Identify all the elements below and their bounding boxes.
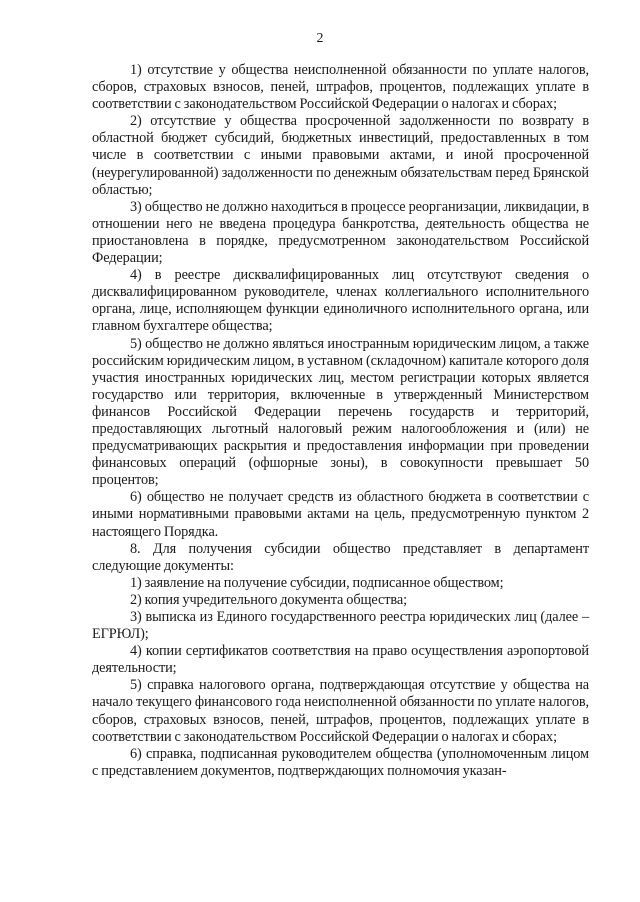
- condition-4-paragraph: 4) в реестре дисквалифицированных лиц отсутствуют сведения о дисквалифицированном руководителе, членах коллегиального исполнительного органа, лице, исполняющем функции единоличного исполнительного органа, или главном бухгалтере общества;: [92, 267, 589, 335]
- document-item-4: 4) копии сертификатов соответствия на право осуществления аэропортовой деятельности;: [92, 643, 589, 677]
- document-item-3: 3) выписка из Единого государственного реестра юридических лиц (далее – ЕГРЮЛ);: [92, 609, 589, 643]
- section-8-paragraph: 8. Для получения субсидии общество представляет в департамент следующие документы:: [92, 540, 589, 574]
- document-item-6: 6) справка, подписанная руководителем общества (уполномоченным лицом с представлением документов, подтверждающих полномочия указан-: [92, 745, 589, 779]
- document-item-5: 5) справка налогового органа, подтверждающая отсутствие у общества на начало текущего финансового года неисполненной обязанности по уплате налогов, сборов, страховых взносов, пеней, штрафов, процентов, подлежащих уплате в соответствии с законодательством Российской Федерации о налогах и сборах;: [92, 677, 589, 745]
- document-body: [92, 62, 589, 780]
- condition-2-paragraph: 2) отсутствие у общества просроченной задолженности по возврату в областной бюджет субсидий, бюджетных инвестиций, предоставленных в том числе в соответствии с иными правовыми актами, и иной просроченной (неурегулированной) задолженности по денежным обязательствам перед Брянской областью;: [92, 113, 589, 198]
- condition-6-paragraph: 6) общество не получает средств из областного бюджета в соответствии с иными нормативными правовыми актами на цель, предусмотренную пунктом 2 настоящего Порядка.: [92, 489, 589, 540]
- document-item-2: 2) копия учредительного документа общества;: [130, 591, 407, 608]
- document-item-1: 1) заявление на получение субсидии, подписанное обществом;: [130, 574, 504, 591]
- condition-3-paragraph: 3) общество не должно находиться в процессе реорганизации, ликвидации, в отношении него не введена процедура банкротства, деятельность общества не приостановлена в порядке, предусмотренном законодательством Российской Федерации;: [92, 198, 589, 267]
- page-number: 2: [316, 31, 324, 46]
- condition-1-paragraph: 1) отсутствие у общества неисполненной обязанности по уплате налогов, сборов, страховых взносов, пеней, штрафов, процентов, подлежащих уплате в соответствии с законодательством Российской Федерации о налогах и сборах;: [92, 62, 589, 113]
- condition-5-paragraph: 5) общество не должно являться иностранным юридическим лицом, а также российским юридическим лицом, в уставном (складочном) капитале которого доля участия иностранных юридических лиц, местом регистрации которых является государство или территория, включенные в утвержденный Министерством финансов Российской Федерации перечень государств и территорий, предоставляющих льготный налоговый режим налогообложения и (или) не предусматривающих раскрытия и предоставления информации при проведении финансовых операций (офшорные зоны), в совокупности превышает 50 процентов;: [92, 335, 589, 489]
